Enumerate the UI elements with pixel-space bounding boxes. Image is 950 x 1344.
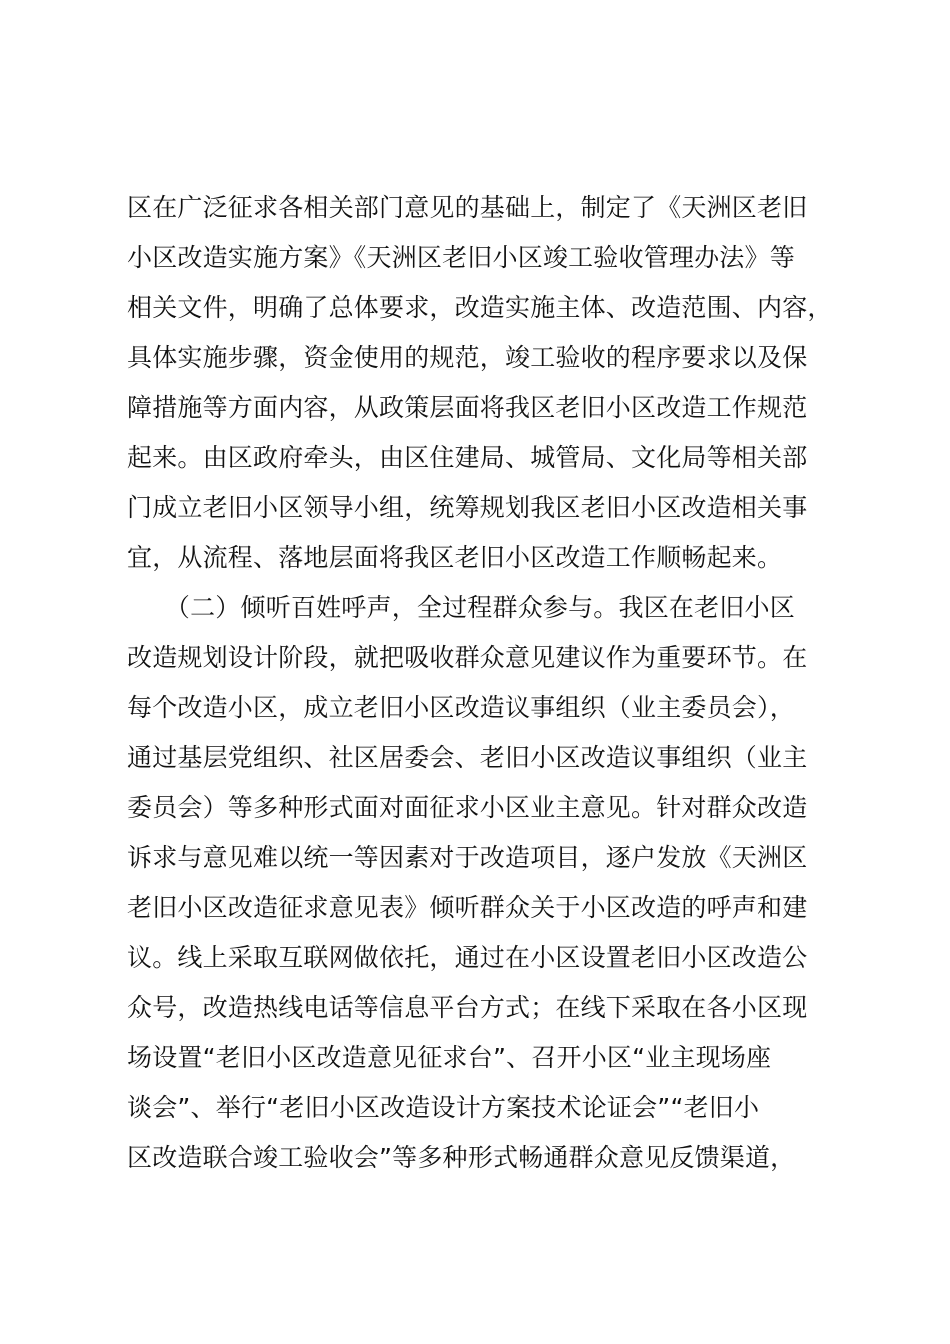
text-line: 老旧小区改造征求意见表》倾听群众关于小区改造的呼声和建 [127, 893, 808, 922]
text-line: 委员会）等多种形式面对面征求小区业主意见。针对群众改造 [127, 793, 808, 822]
text-line: 场设置“老旧小区改造意见征求台”、召开小区“业主现场座 [127, 1043, 772, 1072]
body-text [127, 183, 867, 1183]
text-line: 小区改造实施方案》《天洲区老旧小区竣工验收管理办法》等 [127, 243, 795, 272]
text-line: 起来。由区政府牵头，由区住建局、城管局、文化局等相关部 [127, 443, 808, 472]
text-line: 相关文件，明确了总体要求，改造实施主体、改造范围、内容， [127, 293, 833, 322]
text-line: 谈会”、举行“老旧小区改造设计方案技术论证会”“老旧小 [127, 1093, 760, 1122]
text-line: 议。线上采取互联网做依托，通过在小区设置老旧小区改造公 [127, 943, 808, 972]
text-line: 诉求与意见难以统一等因素对于改造项目，逐户发放《天洲区 [127, 843, 808, 872]
text-line: 改造规划设计阶段，就把吸收群众意见建议作为重要环节。在 [127, 643, 808, 672]
section-heading-line: （二）倾听百姓呼声，全过程群众参与。我区在老旧小区 [127, 593, 795, 622]
text-line: 区在广泛征求各相关部门意见的基础上，制定了《天洲区老旧 [127, 193, 808, 222]
text-line: 众号，改造热线电话等信息平台方式；在线下采取在各小区现 [127, 993, 808, 1022]
text-line: 障措施等方面内容，从政策层面将我区老旧小区改造工作规范 [127, 393, 808, 422]
text-line: 具体实施步骤，资金使用的规范，竣工验收的程序要求以及保 [127, 343, 808, 372]
text-line: 区改造联合竣工验收会”等多种形式畅通群众意见反馈渠道， [127, 1143, 796, 1172]
text-line: 每个改造小区，成立老旧小区改造议事组织（业主委员会）， [127, 693, 795, 722]
text-line: 门成立老旧小区领导小组，统筹规划我区老旧小区改造相关事 [127, 493, 808, 522]
text-line: 通过基层党组织、社区居委会、老旧小区改造议事组织（业主 [127, 743, 808, 772]
text-line: 宜，从流程、落地层面将我区老旧小区改造工作顺畅起来。 [127, 543, 783, 572]
